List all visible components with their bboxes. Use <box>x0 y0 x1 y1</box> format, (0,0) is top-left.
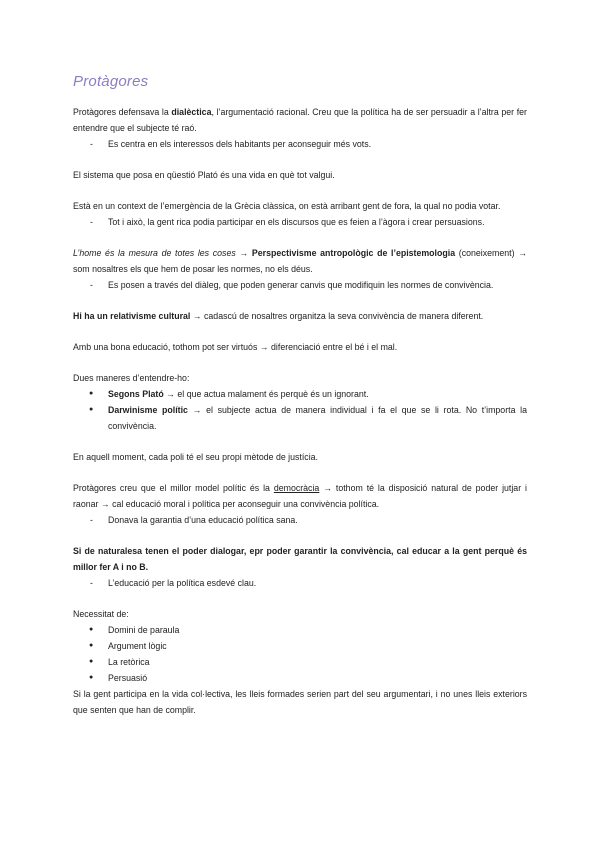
paragraph-dialectica: Protàgores defensava la dialèctica, l’argumentació racional. Creu que la política ha de ser persuadir a l’altra per fer entendre que el subjecte té raó. <box>73 107 527 133</box>
list-item: ● La retòrica <box>73 654 527 670</box>
paragraph-context: Està en un context de l’emergència de la Grècia clàssica, on està arribant gent de fora, la qual no podia votar. <box>73 201 501 211</box>
dash-list <box>73 277 527 293</box>
list-item: ● Darwinisme polític → el subjecte actua de manera individual i fa el que se li rota. No t’importa la convivència. <box>73 402 527 434</box>
list-item: - Es posen a través del diàleg, que poden generar canvis que modifiquin les normes de convivència. <box>73 277 527 293</box>
list-item: ● Domini de paraula <box>73 622 527 638</box>
bullet-list <box>73 622 527 686</box>
bullet-list <box>73 386 527 434</box>
list-item: ● Argument lògic <box>73 638 527 654</box>
paragraph-naturalesa: Si de naturalesa tenen el poder dialogar, epr poder garantir la convivència, cal educar a la gent perquè és millor fer A i no B. <box>73 546 527 572</box>
list-item: - Tot i això, la gent rica podia participar en els discursos que es feien a l’àgora i crear persuasions. <box>73 214 527 230</box>
list-item: - Es centra en els interessos dels habitants per aconseguir més vots. <box>73 136 527 152</box>
paragraph-lleis: Si la gent participa en la vida col·lectiva, les lleis formades serien part del seu argumentari, i no unes lleis exteriors que senten que han de complir. <box>73 689 527 715</box>
list-item: - L’educació per la política esdevé clau. <box>73 575 527 591</box>
paragraph-poli: En aquell moment, cada poli té el seu propi mètode de justícia. <box>73 452 318 462</box>
document-page <box>73 72 527 718</box>
dash-list <box>73 512 527 528</box>
paragraph-sistema: El sistema que posa en qüestió Plató és una vida en què tot valgui. <box>73 170 335 180</box>
dash-list <box>73 214 527 230</box>
paragraph-mesura: L’home és la mesura de totes les coses → Perspectivisme antropològic de l’epistemologia (coneixement) → som nosaltres els que hem de posar les normes, no els déus. <box>73 248 528 274</box>
paragraph-maneres: Dues maneres d’entendre-ho: <box>73 373 190 383</box>
paragraph-educacio: Amb una bona educació, tothom pot ser virtuós → diferenciació entre el bé i el mal. <box>73 342 398 352</box>
list-item: ● Segons Plató → el que actua malament és perquè és un ignorant. <box>73 386 527 402</box>
list-item: - Donava la garantia d’una educació política sana. <box>73 512 527 528</box>
page-title: Protàgores <box>73 73 149 90</box>
dash-list <box>73 136 527 152</box>
paragraph-democracia: Protàgores creu que el millor model polític és la democràcia → tothom té la disposició natural de poder jutjar i raonar → cal educació moral i política per aconseguir una convivència política. <box>73 483 527 509</box>
paragraph-necessitat: Necessitat de: <box>73 609 129 619</box>
paragraph-relativisme: Hi ha un relativisme cultural → cadascú de nosaltres organitza la seva convivència de manera diferent. <box>73 311 484 321</box>
list-item: ● Persuasió <box>73 670 527 686</box>
dash-list <box>73 575 527 591</box>
